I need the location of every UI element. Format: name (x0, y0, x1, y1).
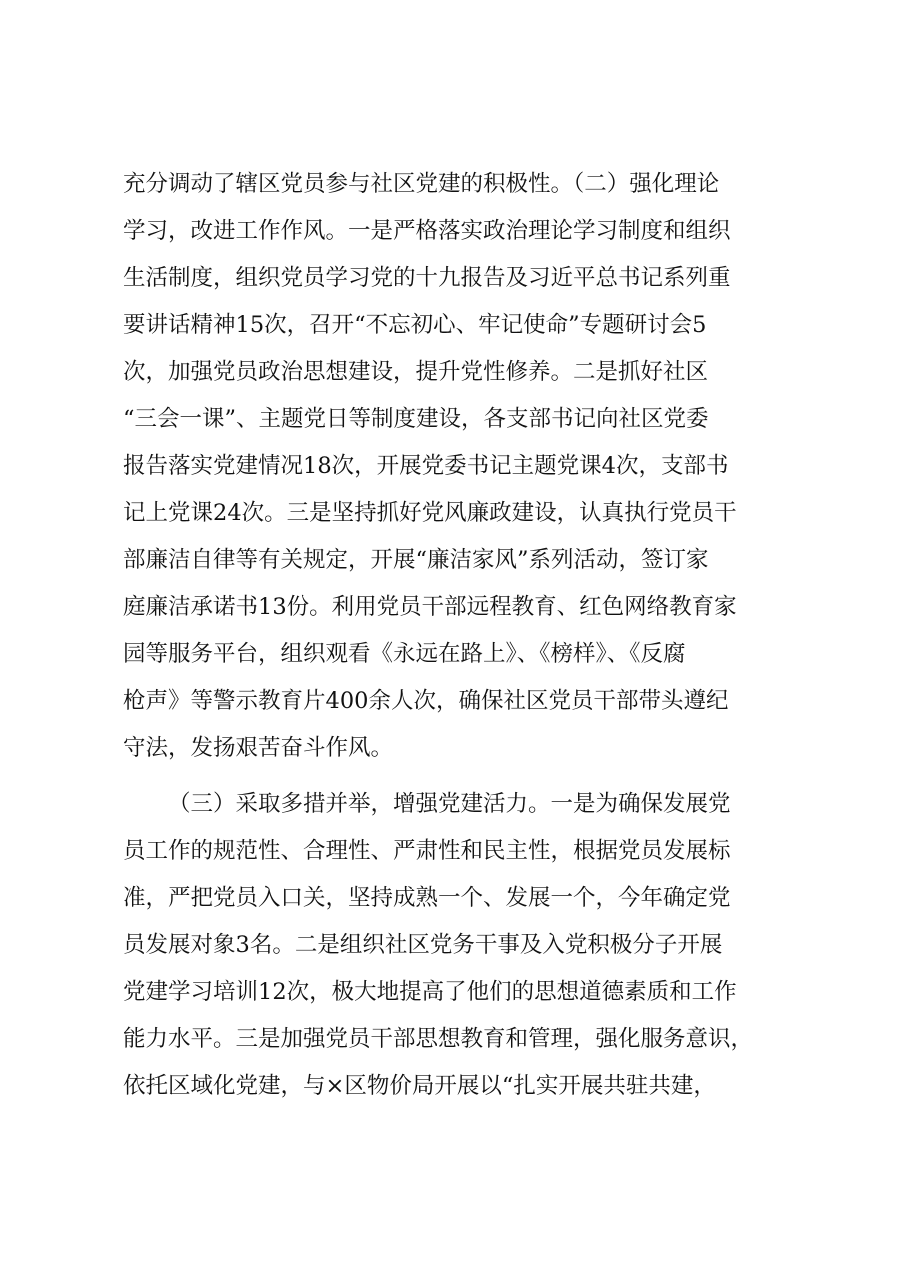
text-line: 记上党课24次。三是坚持抓好党风廉政建设，认真执行党员干 (123, 500, 737, 526)
text-line: 要讲话精神15次，召开“不忘初心、牢记使命”专题研讨会5 (123, 312, 707, 338)
text-line: 能力水平。三是加强党员干部思想教育和管理，强化服务意识， (123, 1026, 754, 1052)
text-line: 次，加强党员政治思想建设，提升党性修养。二是抓好社区 (123, 359, 709, 385)
text-line: 准，严把党员入口关，坚持成熟一个、发展一个，今年确定党 (123, 885, 731, 911)
text-line: 员发展对象3名。二是组织社区党务干事及入党积极分子开展 (123, 932, 723, 958)
text-line: 报告落实党建情况18次，开展党委书记主题党课4次，支部书 (123, 453, 729, 479)
text-line: 学习，改进工作作风。一是严格落实政治理论学习制度和组织 (123, 218, 731, 244)
text-line: 党建学习培训12次，极大地提高了他们的思想道德素质和工作 (123, 979, 737, 1005)
text-line: 园等服务平台，组织观看《永远在路上》、《榜样》、《反腐 (123, 641, 686, 667)
paragraph-first-line: （三）采取多措并举，增强党建活力。一是为确保发展党 (168, 791, 731, 817)
text-line: 生活制度，组织党员学习党的十九报告及习近平总书记系列重 (123, 265, 731, 291)
text-line: 庭廉洁承诺书13份。利用党员干部远程教育、红色网络教育家 (123, 594, 737, 620)
text-line: 部廉洁自律等有关规定，开展“廉洁家风”系列活动，签订家 (123, 547, 709, 573)
text-line: 依托区域化党建，与×区物价局开展以“扎实开展共驻共建， (123, 1073, 716, 1099)
text-line: “三会一课”、主题党日等制度建设，各支部书记向社区党委 (123, 406, 709, 432)
text-line: 枪声》等警示教育片400余人次，确保社区党员干部带头遵纪 (123, 688, 729, 714)
text-line: 员工作的规范性、合理性、严肃性和民主性，根据党员发展标 (123, 838, 731, 864)
text-line: 充分调动了辖区党员参与社区党建的积极性。（二）强化理论 (123, 171, 720, 197)
text-line: 守法，发扬艰苦奋斗作风。 (123, 735, 394, 761)
